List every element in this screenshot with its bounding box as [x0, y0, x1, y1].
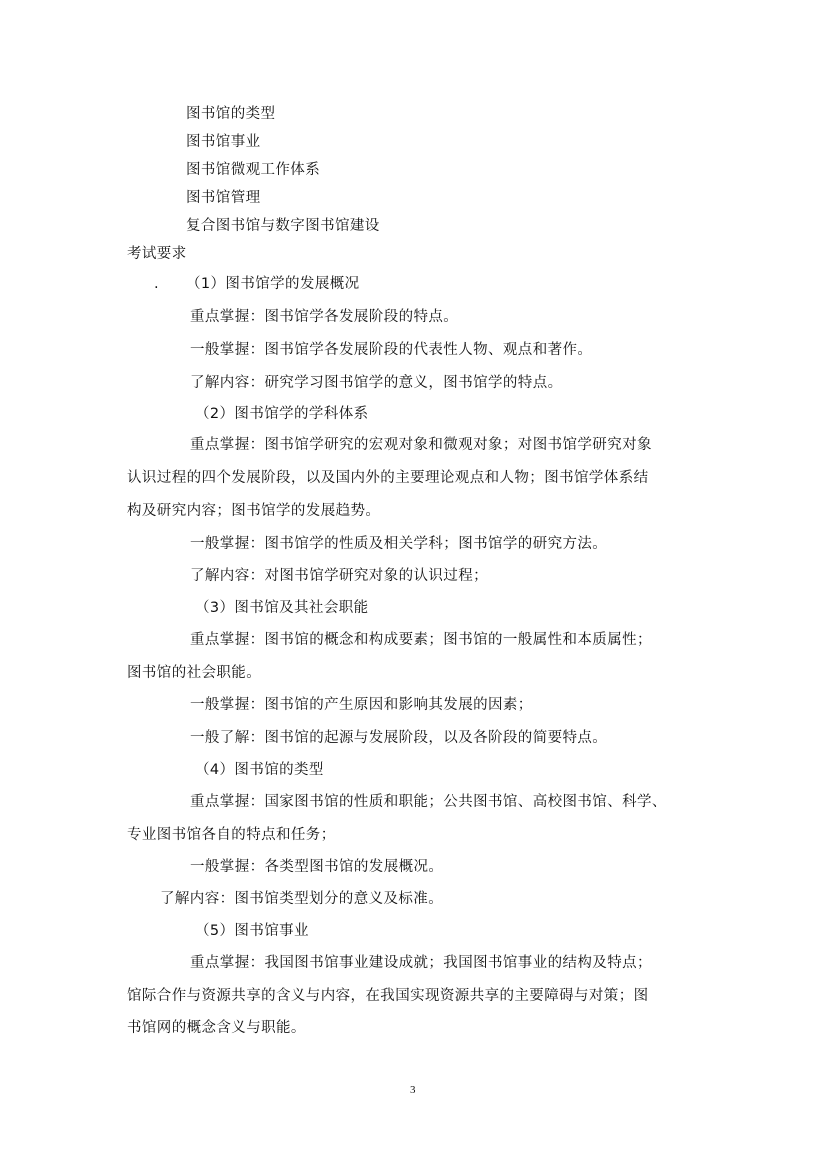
s4-understanding: 了解内容：图书馆类型划分的意义及标准。: [160, 891, 444, 907]
s3-general-mastery: 一般掌握：图书馆的产生原因和影响其发展的因素；: [190, 697, 533, 713]
s4-general-mastery: 一般掌握：各类型图书馆的发展概况。: [190, 859, 444, 875]
toc-item-management: 图书馆管理: [186, 190, 261, 206]
s1-understanding: 了解内容：研究学习图书馆学的意义，图书馆学的特点。: [190, 375, 563, 391]
s1-general-mastery: 一般掌握：图书馆学各发展阶段的代表性人物、观点和著作。: [190, 342, 593, 358]
s3-key-mastery-line2: 图书馆的社会职能。: [127, 665, 262, 681]
toc-item-types: 图书馆的类型: [186, 106, 276, 122]
section-title: 考试要求: [127, 246, 187, 262]
s2-key-mastery-line1: 重点掌握：图书馆学研究的宏观对象和微观对象；对图书馆学研究对象: [190, 437, 652, 453]
s1-heading: （1）图书馆学的发展概况: [186, 276, 360, 292]
s2-understanding: 了解内容：对图书馆学研究对象的认识过程；: [190, 568, 488, 584]
s2-general-mastery: 一般掌握：图书馆学的性质及相关学科；图书馆学的研究方法。: [190, 536, 608, 552]
s2-key-mastery-line2: 认识过程的四个发展阶段，以及国内外的主要理论观点和人物；图书馆学体系结: [127, 470, 649, 486]
s2-heading: （2）图书馆学的学科体系: [195, 406, 369, 422]
s5-key-mastery-line3: 书馆网的概念含义与职能。: [127, 1020, 306, 1036]
page-number: 3: [410, 1084, 416, 1096]
s5-key-mastery-line1: 重点掌握：我国图书馆事业建设成就；我国图书馆事业的结构及特点；: [190, 955, 652, 971]
s5-key-mastery-line2: 馆际合作与资源共享的含义与内容，在我国实现资源共享的主要障碍与对策；图: [127, 988, 649, 1004]
s4-heading: （4）图书馆的类型: [195, 762, 324, 778]
bullet-mark: .: [154, 276, 160, 292]
toc-item-micro-work-system: 图书馆微观工作体系: [186, 162, 321, 178]
s3-key-mastery-line1: 重点掌握：图书馆的概念和构成要素；图书馆的一般属性和本质属性；: [190, 632, 652, 648]
s1-key-mastery: 重点掌握：图书馆学各发展阶段的特点。: [190, 309, 459, 325]
s5-heading: （5）图书馆事业: [195, 923, 309, 939]
s4-key-mastery-line1: 重点掌握：国家图书馆的性质和职能；公共图书馆、高校图书馆、科学、: [190, 794, 667, 810]
s3-general-understanding: 一般了解：图书馆的起源与发展阶段，以及各阶段的简要特点。: [190, 730, 608, 746]
s3-heading: （3）图书馆及其社会职能: [195, 600, 369, 616]
s4-key-mastery-line2: 专业图书馆各自的特点和任务；: [127, 827, 336, 843]
toc-item-cause: 图书馆事业: [186, 134, 261, 150]
toc-item-hybrid-digital-library: 复合图书馆与数字图书馆建设: [186, 218, 380, 234]
s2-key-mastery-line3: 构及研究内容；图书馆学的发展趋势。: [127, 503, 381, 519]
